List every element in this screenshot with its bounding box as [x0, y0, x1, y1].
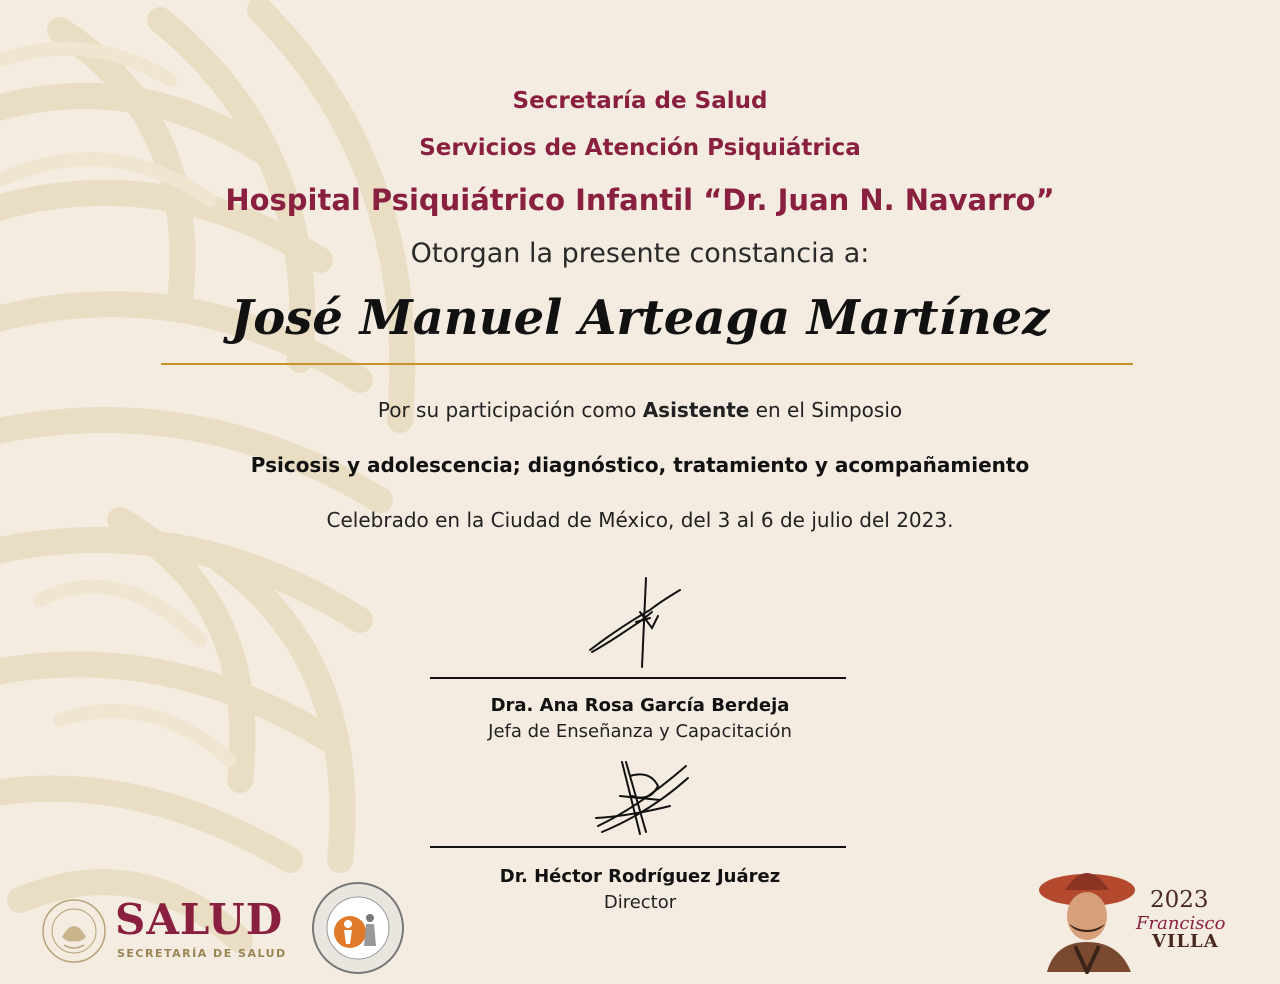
hospital-logo: [310, 880, 406, 976]
signature-line-1: [430, 677, 846, 679]
symposium-title: Psicosis y adolescencia; diagnóstico, tratamiento y acompañamiento: [250, 453, 1030, 477]
header-secretaria: Secretaría de Salud: [512, 88, 768, 114]
signatory-2-title: Director: [603, 892, 677, 913]
participation-line: [0, 398, 1280, 422]
villa-first-name: Francisco: [1136, 913, 1226, 934]
signatory-1-title: Jefa de Enseñanza y Capacitación: [488, 721, 792, 742]
signature-2: [590, 756, 700, 846]
villa-portrait-logo: [1035, 862, 1145, 974]
header-servicios: Servicios de Atención Psiquiátrica: [419, 135, 861, 161]
signatory-1-name: Dra. Ana Rosa García Berdeja: [490, 695, 790, 716]
salud-logo-word: SALUD: [115, 895, 284, 944]
signature-1: [580, 572, 690, 672]
signatory-2-name: Dr. Héctor Rodríguez Juárez: [499, 866, 781, 887]
signature-line-2: [430, 846, 846, 848]
name-underline: [161, 363, 1133, 365]
recipient-name: José Manuel Arteaga Martínez: [230, 290, 1050, 346]
villa-year: 2023: [1150, 887, 1209, 913]
participation-prefix: Por su participación como: [377, 398, 643, 422]
header-hospital: Hospital Psiquiátrico Infantil “Dr. Juan N. Navarro”: [225, 183, 1055, 217]
salud-logo-subtitle: SECRETARÍA DE SALUD: [117, 947, 287, 960]
intro-text: Otorgan la presente constancia a:: [410, 238, 870, 269]
location-dates: Celebrado en la Ciudad de México, del 3 al 6 de julio del 2023.: [326, 508, 954, 532]
participation-role: Asistente: [642, 398, 750, 422]
villa-last-name: VILLA: [1152, 931, 1219, 952]
participation-suffix: en el Simposio: [749, 398, 903, 422]
national-seal-logo: [40, 897, 108, 965]
